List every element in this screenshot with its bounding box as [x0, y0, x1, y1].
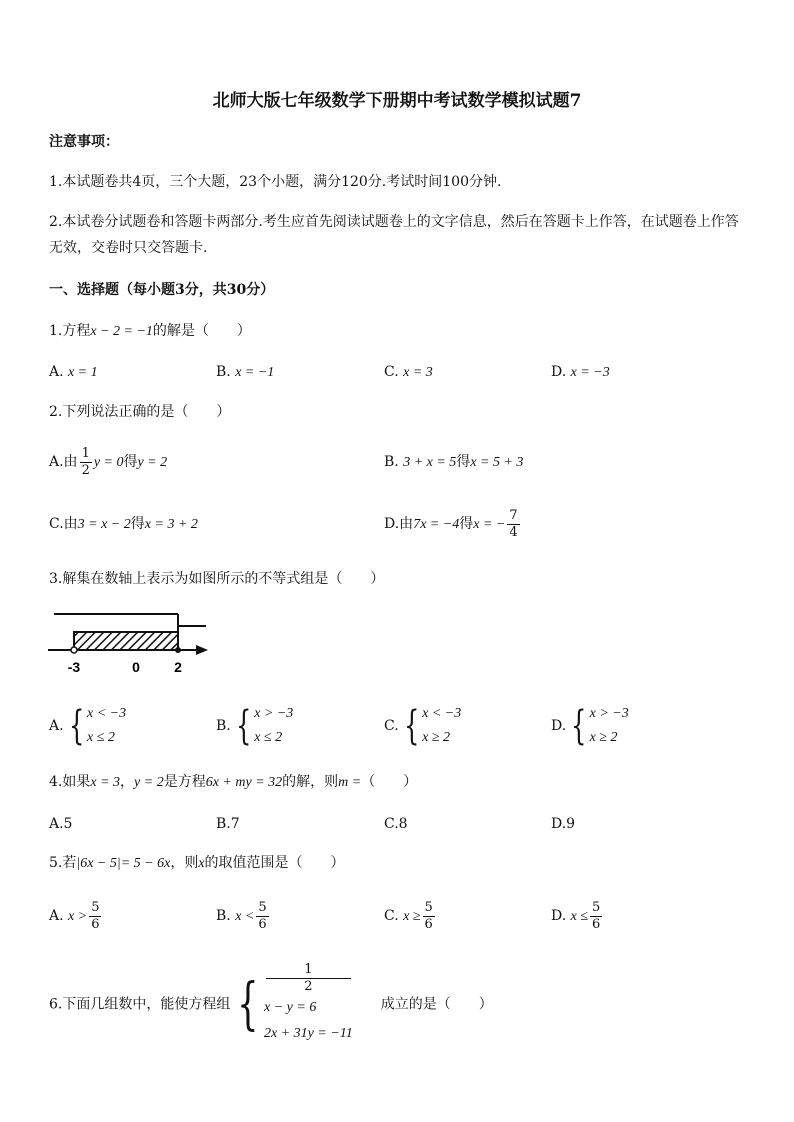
- q6-stem-post: 成立的是（ ）: [380, 996, 493, 1013]
- option-label: A.: [49, 908, 64, 924]
- option-math: 3 = x − 2: [77, 517, 131, 532]
- q4-equation: 6x + my = 32: [205, 775, 283, 790]
- inequality-system: [399, 702, 462, 750]
- fraction-numerator: 5: [424, 899, 433, 915]
- q4-option-d: D.9: [551, 816, 576, 832]
- option-label: C.: [384, 364, 399, 380]
- option-math: x = 3 + 2: [144, 517, 198, 532]
- axis-label-2: 2: [174, 659, 182, 675]
- fraction: [256, 900, 268, 933]
- brace-icon: {: [571, 703, 587, 749]
- option-connector: 得: [123, 454, 138, 470]
- q5-stem-post: 的取值范围是（ ）: [204, 855, 345, 871]
- q4-math-y: y = 2: [134, 775, 164, 790]
- option-connector: 得: [456, 454, 471, 470]
- q3-option-a: [49, 702, 126, 750]
- option-math: y = 0: [93, 455, 124, 470]
- option-math: 3 + x = 5: [403, 455, 457, 470]
- notice-item-2-line-1: 2.本试卷分试题卷和答题卡两部分.考生应首先阅读试题卷上的文字信息，然后在答题卡上作答，在试题卷上作答: [49, 214, 739, 230]
- system-row-2: x ≤ 2: [254, 730, 283, 745]
- q5-option-c: [384, 898, 437, 935]
- fraction-numerator: 7: [509, 507, 518, 523]
- system-row-1: x > −3: [254, 706, 294, 721]
- option-label: C.: [384, 718, 399, 734]
- inequality-system: [64, 702, 127, 750]
- q1-option-a: [49, 362, 98, 383]
- fraction-numerator: 1: [81, 445, 90, 461]
- page-title: 北师大版七年级数学下册期中考试数学模拟试题7: [212, 91, 582, 111]
- q2-option-c: [49, 514, 198, 535]
- fraction-denominator: 2: [304, 979, 313, 994]
- fraction-denominator: 6: [424, 916, 433, 932]
- axis-label-0: 0: [132, 659, 140, 675]
- q2-option-d: [384, 506, 522, 543]
- option-label: C.: [384, 908, 399, 924]
- closed-endpoint: [175, 647, 181, 653]
- q5-stem-pre: 5.若: [49, 855, 77, 871]
- option-label: D.: [551, 908, 567, 924]
- option-math: x = 5 + 3: [470, 455, 524, 470]
- q4-option-b: B.7: [216, 816, 240, 832]
- option-math: x = 3: [403, 365, 433, 380]
- q4-option-c: C.8: [384, 816, 408, 832]
- q4-option-a: A.5: [49, 816, 73, 832]
- option-math: x ≥: [403, 909, 421, 924]
- axis-label-minus-3: -3: [67, 659, 81, 675]
- question-2-stem: 2.下列说法正确的是（ ）: [49, 404, 231, 420]
- system-row-1: x < −3: [87, 706, 127, 721]
- q5-math-x: x: [198, 856, 205, 871]
- hatched-region: [74, 632, 178, 650]
- option-math: x >: [68, 909, 88, 924]
- option-label: B.: [216, 718, 231, 734]
- q5-stem-mid: ，则: [170, 855, 199, 871]
- option-prefix: C.由: [49, 516, 78, 532]
- fraction: [590, 900, 602, 933]
- q3-option-d: [551, 702, 629, 750]
- q4-stem-mid2: 的解，则: [282, 774, 339, 790]
- brace-icon: {: [235, 703, 252, 749]
- q6-stem-pre: 6.下面几组数中，能使方程组: [49, 996, 231, 1013]
- system-row-2: x ≥ 2: [589, 730, 618, 745]
- question-5-stem: [49, 853, 345, 874]
- system-row-2: 2x + 31y = −11: [264, 1026, 353, 1041]
- option-math: x = −1: [235, 365, 275, 380]
- fraction: [89, 900, 101, 933]
- q2-option-a: [49, 444, 167, 481]
- open-endpoint: [71, 647, 77, 653]
- q1-option-c: [384, 362, 433, 383]
- option-label: D.: [551, 718, 567, 734]
- fraction-numerator: 1: [266, 962, 351, 979]
- brace-icon: {: [403, 703, 420, 749]
- fraction-numerator: 5: [91, 899, 100, 915]
- q5-option-b: [216, 898, 271, 935]
- fraction: [507, 508, 519, 541]
- option-connector: 得: [459, 516, 474, 532]
- q1-equation: x − 2 = −1: [90, 324, 153, 339]
- system-row-2: x ≤ 2: [87, 730, 115, 745]
- q3-option-b: [216, 702, 293, 750]
- fraction-numerator: 5: [592, 899, 601, 915]
- q1-option-d: [551, 362, 610, 383]
- fraction-denominator: 4: [509, 524, 518, 540]
- system-row-1: x > −3: [589, 706, 629, 721]
- question-6-stem: [49, 962, 493, 1047]
- notice-item-2-line-2: 无效，交卷时只交答题卡.: [49, 240, 208, 256]
- option-prefix: A.由: [49, 454, 78, 470]
- notice-item-1: 1.本试题卷共4页，三个大题，23个小题，满分120分.考试时间100分钟.: [49, 174, 502, 190]
- system-row-1: [264, 962, 353, 1021]
- option-math: y = 2: [137, 455, 168, 470]
- option-connector: 得: [130, 516, 145, 532]
- brace-icon: {: [237, 971, 259, 1037]
- equation-system: [230, 962, 352, 1047]
- question-4-stem: [49, 772, 417, 793]
- q5-option-a: [49, 898, 103, 935]
- option-label: B.: [216, 364, 231, 380]
- q4-comma: ，: [120, 774, 135, 790]
- q1-option-b: [216, 362, 274, 383]
- inequality-system: [566, 702, 629, 750]
- option-prefix: D.由: [384, 516, 414, 532]
- fraction-denominator: 6: [91, 916, 100, 932]
- q3-option-c: [384, 702, 461, 750]
- system-row-1-math: x − y = 6: [264, 1000, 317, 1015]
- q4-stem-pre: 4.如果: [49, 774, 91, 790]
- inequality-system: [231, 702, 294, 750]
- fraction-numerator: 5: [258, 899, 267, 915]
- option-label: B.: [384, 454, 399, 470]
- fraction-denominator: 6: [258, 916, 267, 932]
- number-line-figure: [44, 606, 214, 678]
- system-row-2: x ≥ 2: [422, 730, 451, 745]
- option-math: 7x = −4: [413, 517, 460, 532]
- q4-math-m: m =: [338, 775, 362, 790]
- system-row-1: x < −3: [422, 706, 462, 721]
- option-label: B.: [216, 908, 231, 924]
- option-label: A.: [49, 364, 64, 380]
- option-math: x = −3: [570, 365, 610, 380]
- brace-icon: {: [68, 703, 84, 749]
- option-math: x <: [235, 909, 255, 924]
- option-label: D.: [551, 364, 567, 380]
- fraction: [266, 962, 351, 995]
- fraction-denominator: 6: [592, 916, 601, 932]
- option-math: x = 1: [68, 365, 98, 380]
- q4-stem-post: （ ）: [361, 774, 418, 790]
- q4-math-x: x = 3: [90, 775, 121, 790]
- arrow-right-icon: [196, 645, 208, 655]
- q5-option-d: [551, 898, 604, 935]
- q1-stem-post: 的解是（ ）: [152, 323, 251, 339]
- q5-equation: |6x − 5|= 5 − 6x: [76, 856, 171, 871]
- fraction: [80, 446, 92, 479]
- question-3-stem: 3.解集在数轴上表示为如图所示的不等式组是（ ）: [49, 571, 385, 587]
- fraction-denominator: 2: [81, 462, 90, 478]
- option-math: x = −: [473, 517, 506, 532]
- notice-heading: 注意事项：: [49, 134, 119, 150]
- q2-option-b: [384, 452, 523, 473]
- fraction: [423, 900, 435, 933]
- section-heading-choice: 一、选择题（每小题3分，共30分）: [49, 282, 275, 298]
- q4-stem-mid: 是方程: [163, 774, 206, 790]
- q1-stem-pre: 1.方程: [49, 323, 91, 339]
- option-label: A.: [49, 718, 64, 734]
- question-1-stem: [49, 321, 251, 342]
- option-math: x ≤: [570, 909, 589, 924]
